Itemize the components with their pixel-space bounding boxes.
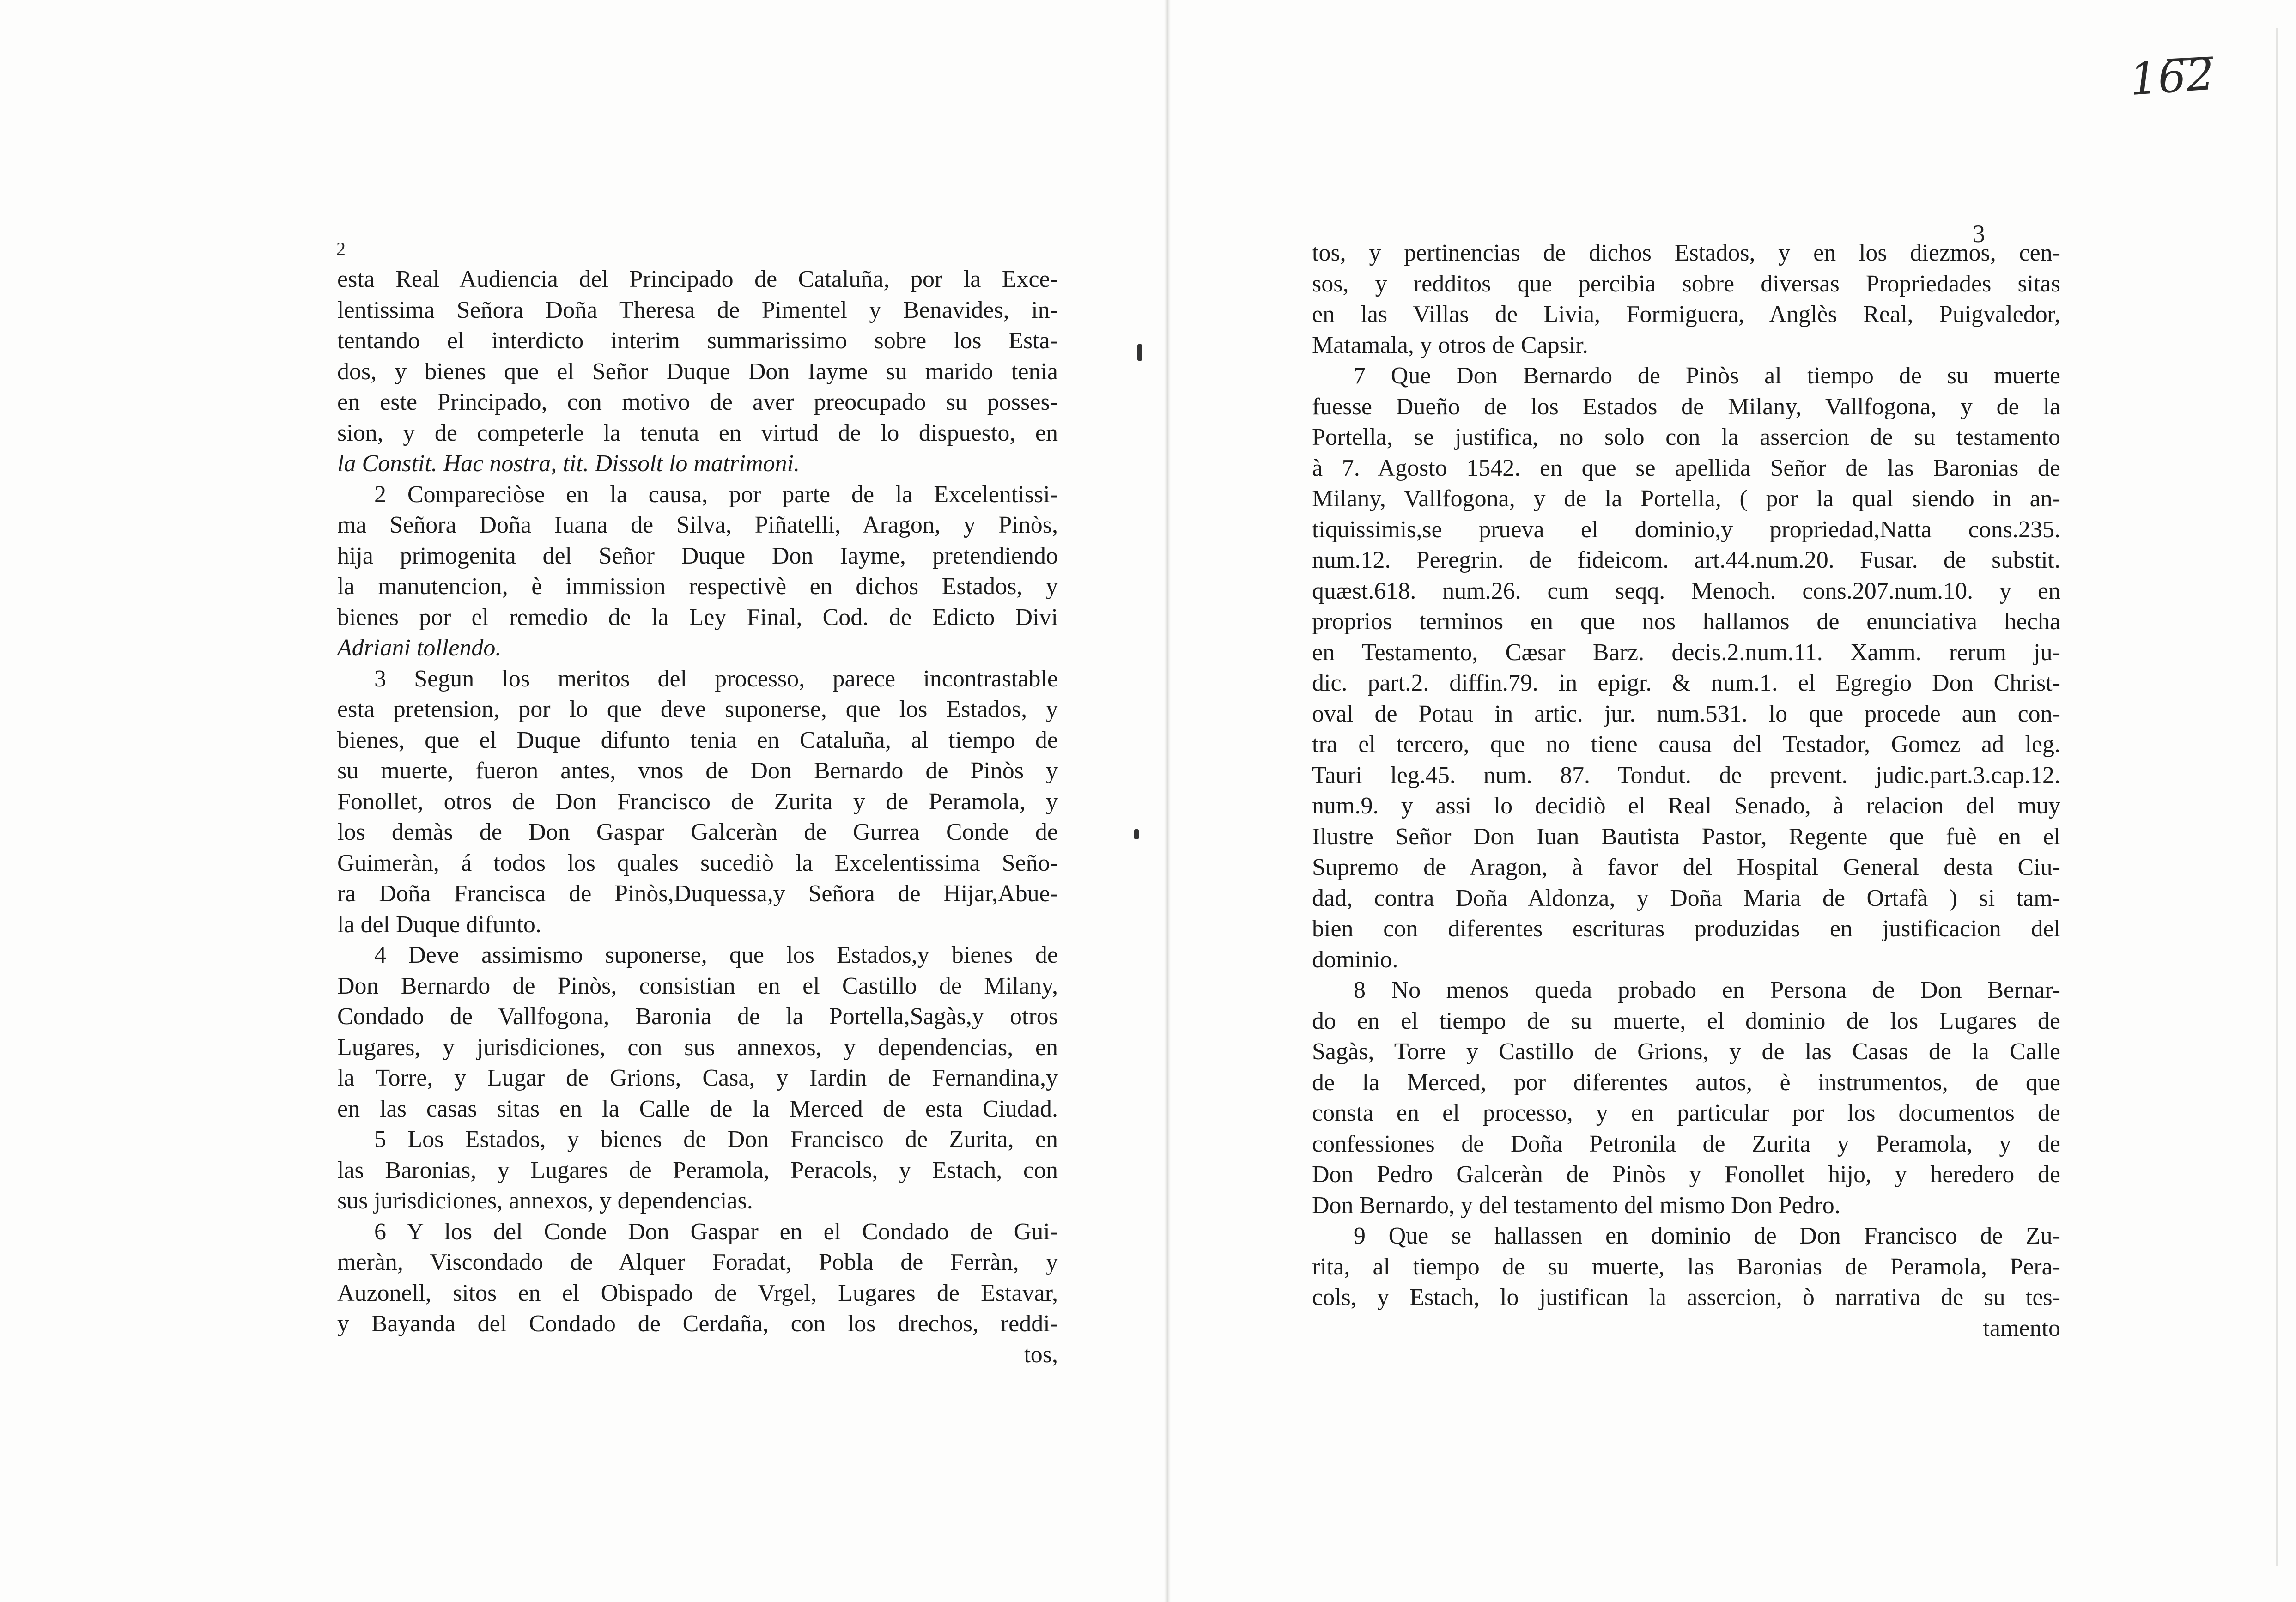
right-line: dad, contra Doña Aldonza, y Doña Maria de Ortafà ) si tam- (1312, 885, 2060, 911)
right-page-text (1312, 238, 2060, 1344)
right-line: do en el tiempo de su muerte, el dominio de los Lugares de (1312, 1007, 2060, 1034)
right-line: en Testamento, Cæsar Barz. decis.2.num.11. Xamm. rerum ju- (1312, 639, 2060, 666)
left-line: en este Principado, con motivo de aver preocupado su posses- (337, 389, 1058, 415)
left-line: bienes por el remedio de la Ley Final, Cod. de Edicto Divi (337, 604, 1058, 631)
right-line: dic. part.2. diffin.79. in epigr. & num.1. el Egregio Don Christ- (1312, 670, 2060, 696)
left-line: Adriani tollendo. (337, 635, 502, 661)
fold-mark-middle (1134, 829, 1139, 839)
left-line: los demàs de Don Gaspar Galceràn de Gurrea Conde de (337, 819, 1058, 845)
right-page-number: 3 (1973, 220, 1985, 248)
left-line: sion, y de competerle la tenuta en virtud de lo dispuesto, en (337, 419, 1058, 446)
right-line: num.9. y assi lo decidiò el Real Senado, à relacion del muy (1312, 793, 2060, 819)
left-line: Condado de Vallfogona, Baronia de la Portella,Sagàs,y otros (337, 1003, 1058, 1030)
right-line: tos, y pertinencias de dichos Estados, y en los diezmos, cen- (1312, 240, 2060, 266)
right-line: 9 Que se hallassen en dominio de Don Francisco de Zu- (1354, 1223, 2060, 1249)
right-line: oval de Potau in artic. jur. num.531. lo que procede aun con- (1312, 700, 2060, 727)
right-line: rita, al tiempo de su muerte, las Baronias de Peramola, Pera- (1312, 1253, 2060, 1280)
right-line: en las Villas de Livia, Formiguera, Anglès Real, Puigvaledor, (1312, 301, 2060, 328)
left-line: lentissima Señora Doña Theresa de Pimentel y Benavides, in- (337, 297, 1058, 323)
right-line: de la Merced, por diferentes autos, è instrumentos, de que (1312, 1069, 2060, 1096)
left-line: la Constit. Hac nostra, tit. Dissolt lo matrimoni. (337, 450, 800, 477)
right-line: quæst.618. num.26. cum seqq. Menoch. cons.207.num.10. y en (1312, 577, 2060, 604)
left-line: 3 Segun los meritos del processo, parece incontrastable (374, 665, 1058, 692)
right-line: 8 No menos queda probado en Persona de Don Bernar- (1354, 977, 2060, 1003)
right-line: consta en el processo, y en particular por los documentos de (1312, 1100, 2060, 1126)
left-line: 4 Deve assimismo suponerse, que los Estados,y bienes de (374, 942, 1058, 968)
left-catchword: tos, (1024, 1341, 1058, 1368)
right-line: cols, y Estach, lo justifican la assercion, ò narrativa de su tes- (1312, 1284, 2060, 1311)
right-line: Supremo de Aragon, à favor del Hospital General desta Ciu- (1312, 854, 2060, 880)
right-line: 7 Que Don Bernardo de Pinòs al tiempo de su muerte (1354, 363, 2060, 389)
left-line: tentando el interdicto interim summarissimo sobre los Esta- (337, 328, 1058, 354)
right-line: Milany, Vallfogona, y de la Portella, ( por la qual siendo in an- (1312, 485, 2060, 512)
left-line: y Bayanda del Condado de Cerdaña, con los drechos, reddi- (337, 1311, 1058, 1337)
right-line: proprios terminos en que nos hallamos de enunciativa hecha (1312, 608, 2060, 635)
left-line: hija primogenita del Señor Duque Don Iayme, pretendiendo (337, 542, 1058, 569)
right-line: dominio. (1312, 946, 1398, 973)
folio-number: 162 (2128, 48, 2216, 106)
left-line: 2 Compareciòse en la causa, por parte de la Excelentissi- (374, 481, 1058, 508)
left-line: sus jurisdiciones, annexos, y dependencias. (337, 1188, 753, 1214)
right-line: Ilustre Señor Don Iuan Bautista Pastor, Regente que fuè en el (1312, 823, 2060, 850)
left-line: la manutencion, è immission respectivè en dichos Estados, y (337, 573, 1058, 600)
left-line: meràn, Viscondado de Alquer Foradat, Pobla de Ferràn, y (337, 1249, 1058, 1275)
right-line: confessiones de Doña Petronila de Zurita y Peramola, y de (1312, 1130, 2060, 1157)
right-line: à 7. Agosto 1542. en que se apellida Señor de las Baronias de (1312, 455, 2060, 481)
right-line: Portella, se justifica, no solo con la assercion de su testamento (1312, 424, 2060, 450)
right-line: Don Bernardo, y del testamento del mismo Don Pedro. (1312, 1192, 1840, 1219)
right-catchword: tamento (1983, 1315, 2060, 1341)
left-line: ra Doña Francisca de Pinòs,Duquessa,y Señora de Hijar,Abue- (337, 880, 1058, 907)
left-line: Auzonell, sitos en el Obispado de Vrgel, Lugares de Estavar, (337, 1280, 1058, 1306)
left-line: su muerte, fueron antes, vnos de Don Bernardo de Pinòs y (337, 758, 1058, 784)
left-line: Fonollet, otros de Don Francisco de Zurita y de Peramola, y (337, 788, 1058, 815)
left-line: la Torre, y Lugar de Grions, Casa, y Iardin de Fernandina,y (337, 1065, 1058, 1091)
left-corner-mark: 2 (336, 238, 346, 259)
left-line: Guimeràn, á todos los quales sucediò la Excelentissima Seño- (337, 850, 1058, 876)
left-line: ma Señora Doña Iuana de Silva, Piñatelli, Aragon, y Pinòs, (337, 512, 1058, 538)
left-page-text (337, 264, 1058, 1370)
right-line: fuesse Dueño de los Estados de Milany, Vallfogona, y de la (1312, 393, 2060, 420)
left-line: Don Bernardo de Pinòs, consistian en el Castillo de Milany, (337, 972, 1058, 999)
right-line: bien con diferentes escrituras produzidas en justificacion del (1312, 916, 2060, 942)
page-fold (1164, 0, 1171, 1602)
right-line: Matamala, y otros de Capsir. (1312, 332, 1588, 358)
right-page-edge (2276, 28, 2278, 1566)
fold-mark-upper (1137, 344, 1142, 361)
right-line: num.12. Peregrin. de fideicom. art.44.num.20. Fusar. de substit. (1312, 547, 2060, 573)
left-line: esta pretension, por lo que deve suponerse, que los Estados, y (337, 696, 1058, 722)
right-line: Tauri leg.45. num. 87. Tondut. de prevent. judic.part.3.cap.12. (1312, 762, 2060, 789)
right-line: Sagàs, Torre y Castillo de Grions, y de las Casas de la Calle (1312, 1038, 2060, 1065)
left-line: esta Real Audiencia del Principado de Cataluña, por la Exce- (337, 266, 1058, 292)
left-line: bienes, que el Duque difunto tenia en Cataluña, al tiempo de (337, 727, 1058, 753)
left-line: la del Duque difunto. (337, 911, 541, 938)
right-line: sos, y redditos que percibia sobre diversas Propriedades sitas (1312, 270, 2060, 297)
left-line: 5 Los Estados, y bienes de Don Francisco de Zurita, en (374, 1126, 1058, 1153)
left-line: dos, y bienes que el Señor Duque Don Iayme su marido tenia (337, 358, 1058, 385)
right-line: Don Pedro Galceràn de Pinòs y Fonollet hijo, y heredero de (1312, 1161, 2060, 1188)
left-line: 6 Y los del Conde Don Gaspar en el Condado de Gui- (374, 1218, 1058, 1245)
right-line: tra el tercero, que no tiene causa del Testador, Gomez ad leg. (1312, 731, 2060, 758)
left-line: las Baronias, y Lugares de Peramola, Peracols, y Estach, con (337, 1157, 1058, 1183)
right-line: tiquissimis,se prueva el dominio,y propriedad,Natta cons.235. (1312, 516, 2060, 543)
left-line: en las casas sitas en la Calle de la Merced de esta Ciudad. (337, 1095, 1058, 1122)
left-line: Lugares, y jurisdiciones, con sus annexos, y dependencias, en (337, 1034, 1058, 1061)
